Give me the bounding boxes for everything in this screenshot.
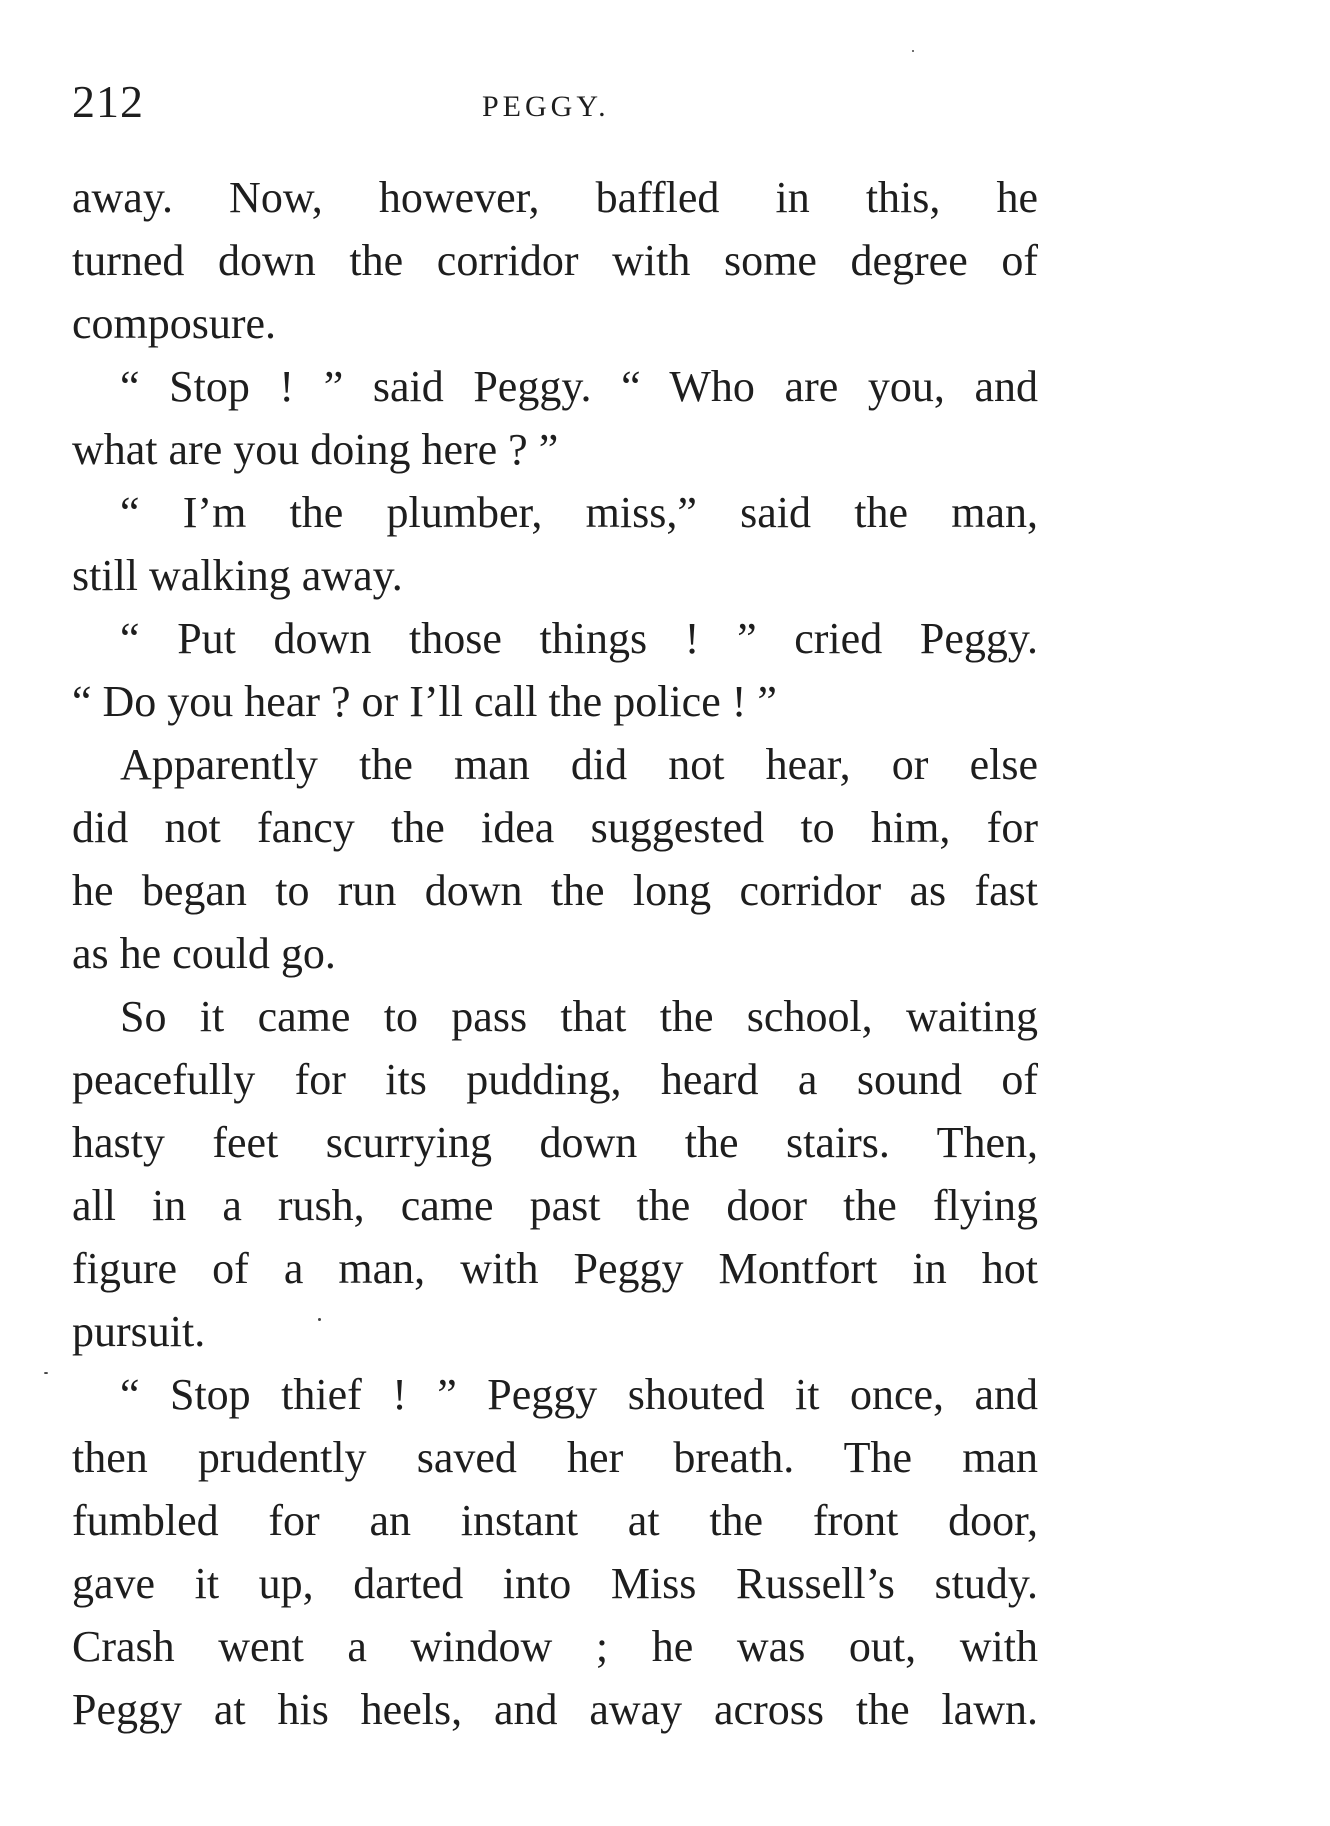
text-line: all in a rush, came past the door the flying bbox=[72, 1181, 1038, 1230]
text-line: “ Put down those things ! ” cried Peggy. bbox=[120, 614, 1038, 663]
running-title: PEGGY. bbox=[482, 90, 610, 123]
running-head bbox=[72, 72, 1038, 132]
text-line: “ I’m the plumber, miss,” said the man, bbox=[120, 488, 1038, 537]
text-line: he began to run down the long corridor as fast bbox=[72, 866, 1038, 915]
text-line: what are you doing here ? ” bbox=[72, 425, 559, 474]
text-line: “ Stop ! ” said Peggy. “ Who are you, and bbox=[120, 362, 1038, 411]
text-line: fumbled for an instant at the front door, bbox=[72, 1496, 1038, 1545]
text-line: still walking away. bbox=[72, 551, 403, 600]
text-line: Crash went a window ; he was out, with bbox=[72, 1622, 1038, 1671]
text-line: turned down the corridor with some degree of bbox=[72, 236, 1038, 285]
scan-speck bbox=[44, 1372, 48, 1374]
text-line: composure. bbox=[72, 299, 277, 348]
scan-speck bbox=[912, 50, 914, 52]
text-line: Apparently the man did not hear, or else bbox=[120, 740, 1038, 789]
text-line: So it came to pass that the school, waiting bbox=[120, 992, 1038, 1041]
text-line: pursuit. bbox=[72, 1307, 206, 1356]
body-text bbox=[72, 166, 1038, 1741]
text-line: away. Now, however, baffled in this, he bbox=[72, 173, 1038, 222]
text-line: Peggy at his heels, and away across the lawn. bbox=[72, 1685, 1038, 1734]
text-line: figure of a man, with Peggy Montfort in hot bbox=[72, 1244, 1038, 1293]
page-number: 212 bbox=[72, 76, 144, 127]
text-line: did not fancy the idea suggested to him, for bbox=[72, 803, 1038, 852]
text-line: then prudently saved her breath. The man bbox=[72, 1433, 1038, 1482]
text-line: hasty feet scurrying down the stairs. Then, bbox=[72, 1118, 1038, 1167]
text-line: peacefully for its pudding, heard a sound of bbox=[72, 1055, 1038, 1104]
text-line: “ Stop thief ! ” Peggy shouted it once, and bbox=[120, 1370, 1038, 1419]
text-line: as he could go. bbox=[72, 929, 336, 978]
text-line: “ Do you hear ? or I’ll call the police ! ” bbox=[72, 677, 777, 726]
text-line: gave it up, darted into Miss Russell’s study. bbox=[72, 1559, 1038, 1608]
scan-speck bbox=[318, 1318, 321, 1321]
